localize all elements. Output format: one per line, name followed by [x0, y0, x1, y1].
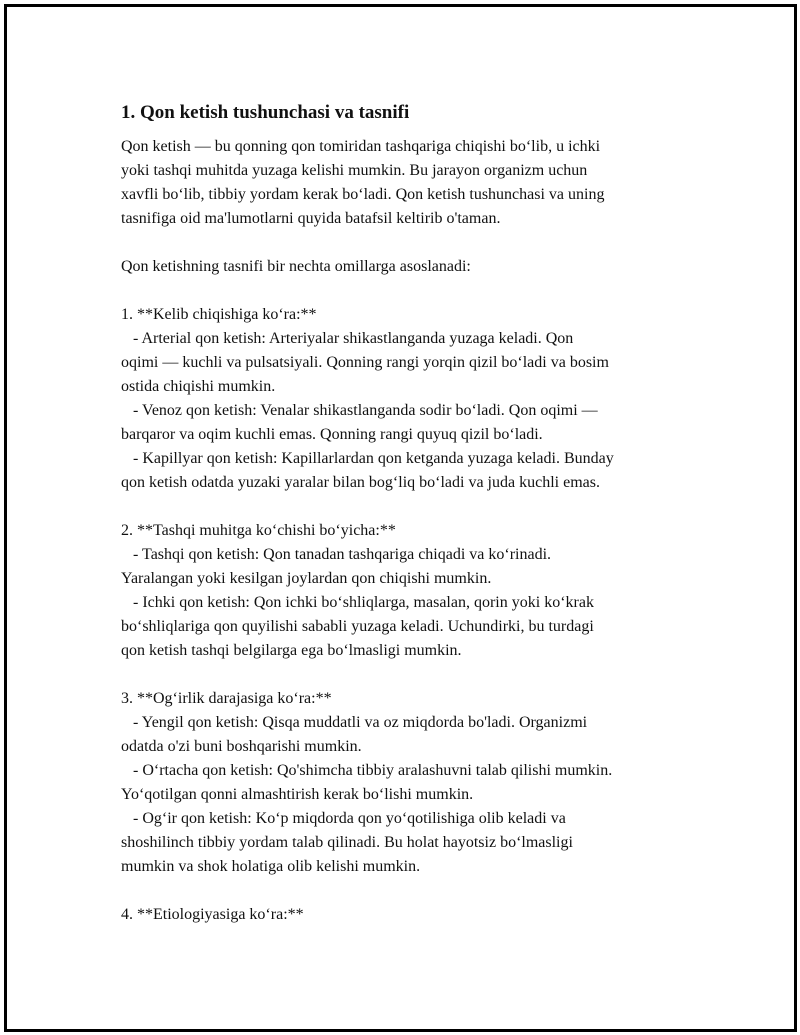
text-line: xavfli bo‘lib, tibbiy yordam kerak bo‘ladi. Qon ketish tushunchasi va uning: [121, 186, 605, 203]
document-page: [4, 4, 797, 1032]
lead-sentence: Qon ketishning tasnifi bir nechta omillarga asoslanadi:: [121, 258, 471, 275]
text-line: mumkin va shok holatiga olib kelishi mumkin.: [121, 858, 421, 875]
text-line: bo‘shliqlariga qon quyilishi sababli yuzaga keladi. Uchundirki, bu turdagi: [121, 618, 594, 635]
text-line: tasnifiga oid ma'lumotlarni quyida batafsil keltirib o'taman.: [121, 210, 501, 227]
text-line: Yaralangan yoki kesilgan joylardan qon chiqishi mumkin.: [121, 570, 492, 587]
list-title: 1. **Kelib chiqishiga ko‘ra:**: [121, 306, 317, 323]
section-heading: 1. Qon ketish tushunchasi va tasnifi: [121, 102, 410, 123]
section-3: [121, 687, 721, 879]
text-line: - Tashqi qon ketish: Qon tanadan tashqariga chiqadi va ko‘rinadi.: [121, 546, 552, 563]
text-line: oqimi — kuchli va pulsatsiyali. Qonning rangi yorqin qizil bo‘ladi va bosim: [121, 354, 609, 371]
list-title: 3. **Og‘irlik darajasiga ko‘ra:**: [121, 690, 332, 707]
text-line: - O‘rtacha qon ketish: Qo'shimcha tibbiy aralashuvni talab qilishi mumkin.: [121, 762, 613, 779]
text-line: odatda o'zi buni boshqarishi mumkin.: [121, 738, 362, 755]
text-line: - Kapillyar qon ketish: Kapillarlardan qon ketganda yuzaga keladi. Bunday: [121, 450, 614, 467]
intro-paragraph: [121, 135, 721, 231]
text-line: Yo‘qotilgan qonni almashtirish kerak bo‘lishi mumkin.: [121, 786, 474, 803]
section-2: [121, 519, 721, 663]
text-line: - Venoz qon ketish: Venalar shikastlanganda sodir bo‘ladi. Qon oqimi —: [121, 402, 598, 419]
text-line: - Ichki qon ketish: Qon ichki bo‘shliqlarga, masalan, qorin yoki ko‘krak: [121, 594, 594, 611]
section-4: [121, 903, 721, 927]
text-line: qon ketish tashqi belgilarga ega bo‘lmasligi mumkin.: [121, 642, 462, 659]
list-title: 2. **Tashqi muhitga ko‘chishi bo‘yicha:**: [121, 522, 396, 539]
text-line: Qon ketish — bu qonning qon tomiridan tashqariga chiqishi bo‘lib, u ichki: [121, 138, 601, 155]
text-line: yoki tashqi muhitda yuzaga kelishi mumkin. Bu jarayon organizm uchun: [121, 162, 588, 179]
text-line: ostida chiqishi mumkin.: [121, 378, 276, 395]
list-title: 4. **Etiologiyasiga ko‘ra:**: [121, 906, 304, 923]
text-line: - Yengil qon ketish: Qisqa muddatli va oz miqdorda bo'ladi. Organizmi: [121, 714, 588, 731]
text-line: - Og‘ir qon ketish: Ko‘p miqdorda qon yo‘qotilishiga olib keladi va: [121, 810, 566, 827]
text-line: barqaror va oqim kuchli emas. Qonning rangi quyuq qizil bo‘ladi.: [121, 426, 543, 443]
text-line: shoshilinch tibbiy yordam talab qilinadi. Bu holat hayotsiz bo‘lmasligi: [121, 834, 573, 851]
section-1: [121, 303, 721, 495]
document-content: [121, 99, 721, 927]
text-line: - Arterial qon ketish: Arteriyalar shikastlanganda yuzaga keladi. Qon: [121, 330, 574, 347]
text-line: qon ketish odatda yuzaki yaralar bilan bog‘liq bo‘ladi va juda kuchli emas.: [121, 474, 600, 491]
